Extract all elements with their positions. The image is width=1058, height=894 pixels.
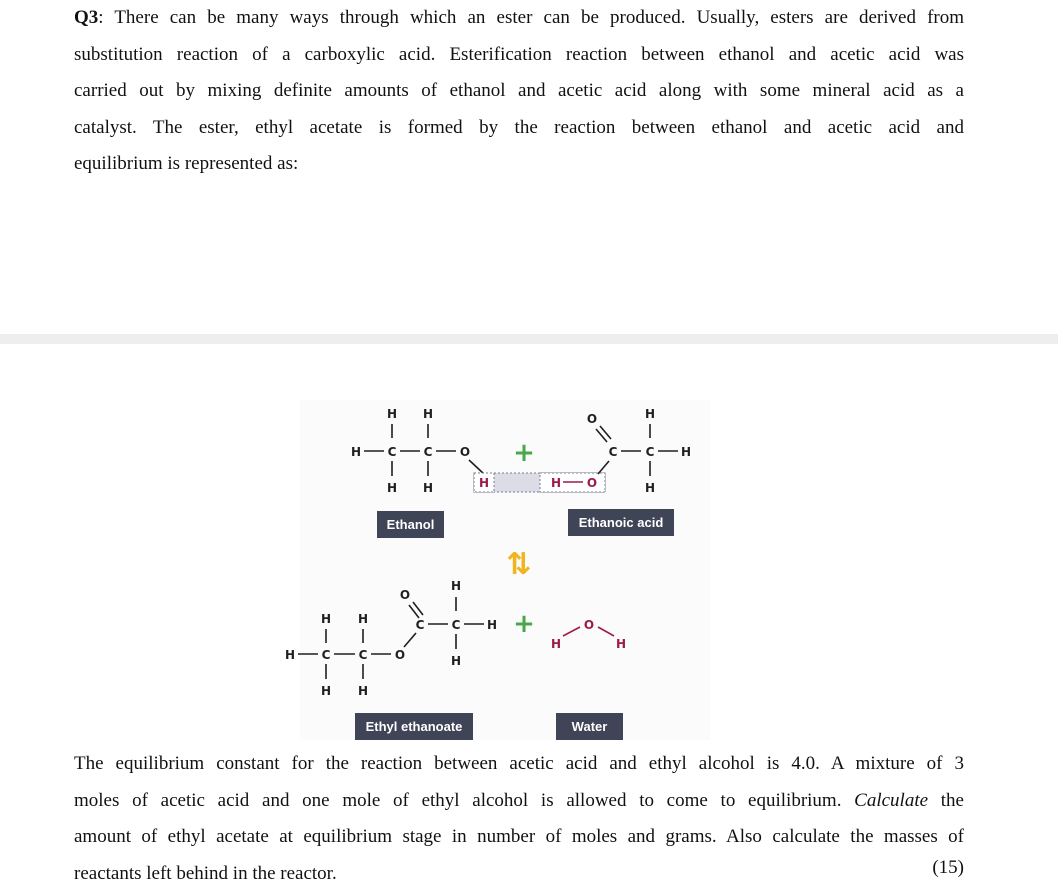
intro-line-5: equilibrium is represented as:: [74, 153, 299, 174]
svg-text:Water: Water: [571, 719, 608, 734]
atom-o: O: [586, 412, 598, 426]
atom-c: C: [645, 445, 655, 459]
atom-h: H: [357, 684, 369, 698]
equilibrium-arrow-icon: ⇅: [506, 547, 532, 582]
intro-line-3: carried out by mixing definite amounts of ethanol and acetic acid along with some mineral acid as a: [74, 80, 964, 101]
atom-h: H: [450, 579, 462, 593]
atom-h: H: [320, 684, 332, 698]
label-ethanoic-acid: [568, 509, 674, 536]
atom-h: H: [357, 612, 369, 626]
atom-c: C: [451, 618, 461, 632]
atom-h: H: [320, 612, 332, 626]
marks-allocation: (15): [932, 857, 964, 878]
svg-text:Ethyl ethanoate: Ethyl ethanoate: [365, 719, 463, 734]
atom-o: O: [586, 476, 598, 490]
plus-sign-bottom: +: [513, 609, 535, 639]
intro-line-2: substitution reaction of a carboxylic acid. Esterification reaction between ethanol and acetic acid was: [74, 43, 964, 65]
atom-h: H: [644, 481, 656, 495]
atom-c: C: [387, 445, 397, 459]
body-line-3: amount of ethyl acetate at equilibrium stage in number of moles and grams. Also calculate the masses of: [74, 826, 964, 847]
atom-o: O: [399, 588, 411, 602]
body-line-1: The equilibrium constant for the reaction between acetic acid and ethyl alcohol is 4.0. A mixture of 3: [74, 753, 964, 774]
atom-o: O: [583, 618, 595, 632]
water-formation-highlight: [474, 473, 605, 492]
svg-text:Ethanoic acid: Ethanoic acid: [578, 515, 664, 530]
atom-o: O: [459, 445, 471, 459]
atom-h: H: [350, 445, 362, 459]
atom-c: C: [608, 445, 618, 459]
atom-h: H: [422, 407, 434, 421]
label-ethyl-ethanoate: [355, 713, 473, 740]
question-body: [74, 746, 964, 892]
atom-c: C: [321, 648, 331, 662]
label-ethanol: [377, 511, 444, 538]
body-line-2: moles of acetic acid and one mole of ethyl alcohol is allowed to come to equilibrium. Calculate the: [74, 789, 964, 811]
atom-h: H: [386, 407, 398, 421]
atom-h: H: [386, 481, 398, 495]
label-water: [556, 713, 623, 740]
question-number: Q3: [74, 7, 99, 28]
intro-line-1: Q3: There can be many ways through which an ester can be produced. Usually, esters are derived from: [74, 7, 964, 28]
atom-c: C: [415, 618, 425, 632]
atom-h: H: [422, 481, 434, 495]
atom-c: C: [358, 648, 368, 662]
svg-text:Ethanol: Ethanol: [386, 517, 435, 532]
atom-h: H: [450, 654, 462, 668]
atom-h: H: [478, 476, 490, 490]
atom-h: H: [644, 407, 656, 421]
atom-c: C: [423, 445, 433, 459]
atom-h: H: [550, 476, 562, 490]
atom-h: H: [284, 648, 296, 662]
calculate-emphasis: Calculate: [854, 789, 929, 811]
body-line-4: reactants left behind in the reactor.: [74, 862, 337, 884]
atom-h: H: [680, 445, 692, 459]
atom-o: O: [394, 648, 406, 662]
atom-h: H: [550, 637, 562, 651]
atom-h: H: [486, 618, 498, 632]
atom-h: H: [615, 637, 627, 651]
plus-sign-top: +: [513, 438, 535, 468]
intro-line-4: catalyst. The ester, ethyl acetate is formed by the reaction between ethanol and acetic acid and: [74, 116, 964, 138]
